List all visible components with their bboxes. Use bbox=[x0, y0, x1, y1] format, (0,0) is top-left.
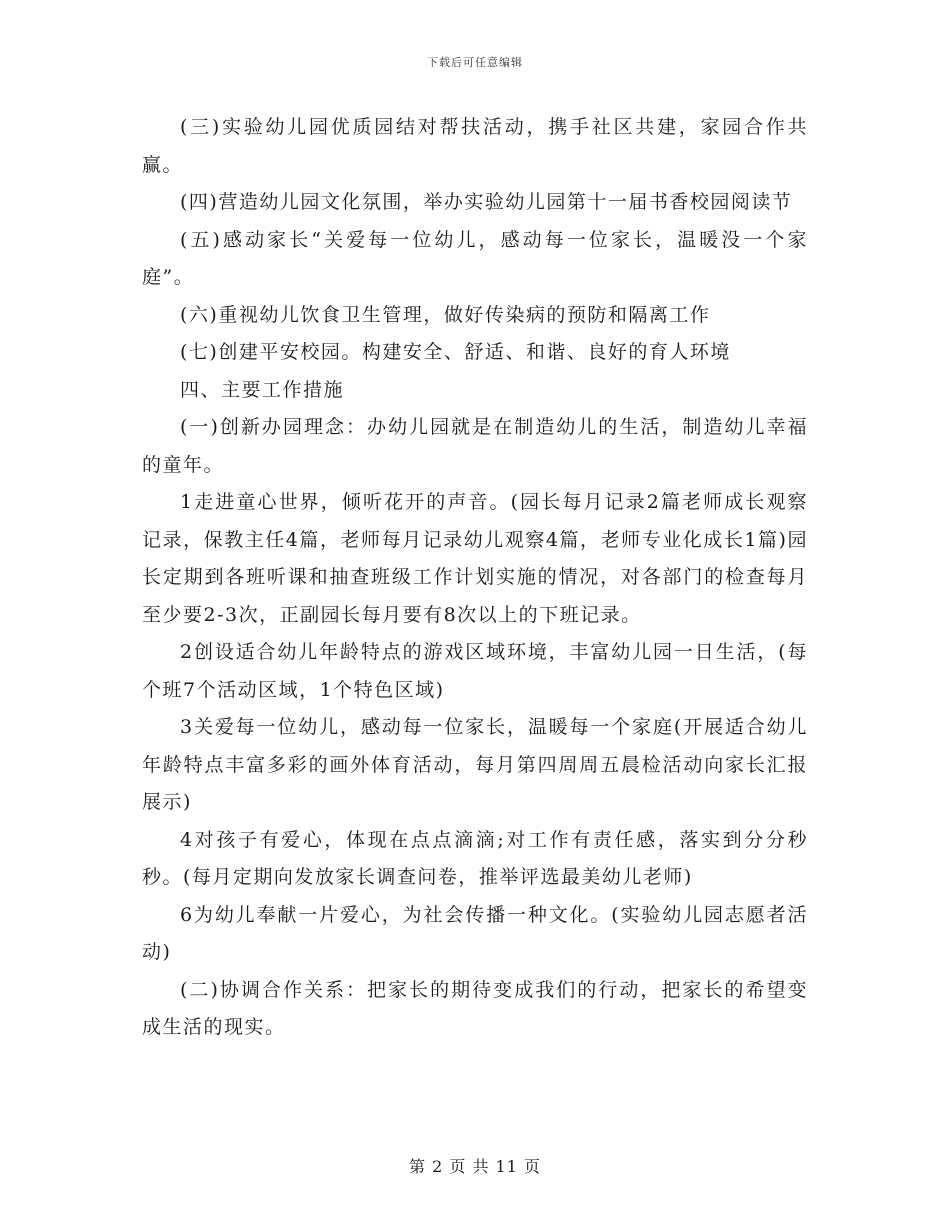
paragraph: 6为幼儿奉献一片爱心，为社会传播一种文化。(实验幼儿园志愿者活动) bbox=[142, 903, 808, 963]
paragraph: (四)营造幼儿园文化氛围，举办实验幼儿园第十一届书香校园阅读节 bbox=[180, 191, 793, 213]
paragraph: 1走进童心世界，倾听花开的声音。(园长每月记录2篇老师成长观察记录，保教主任4篇，老师每月记录幼儿观察4篇，老师专业化成长1篇)园长定期到各班听课和抽查班级工作计划实施的情况，对各部门的检查每月至少要2-3次，正副园长每月要有8次以上的下班记录。 bbox=[142, 491, 808, 626]
paragraph: (五)感动家长“关爱每一位幼儿，感动每一位家长，温暖没一个家庭”。 bbox=[142, 228, 808, 288]
paragraph: (一)创新办园理念：办幼儿园就是在制造幼儿的生活，制造幼儿幸福的童年。 bbox=[142, 416, 808, 476]
paragraph: 4对孩子有爱心，体现在点点滴滴;对工作有责任感，落实到分分秒秒。(每月定期向发放家长调查问卷，推举评选最美幼儿老师) bbox=[142, 828, 808, 888]
paragraph: (六)重视幼儿饮食卫生管理，做好传染病的预防和隔离工作 bbox=[180, 303, 711, 326]
header-note: 下载后可任意编辑 bbox=[427, 56, 523, 69]
paragraph: 2创设适合幼儿年龄特点的游戏区域环境，丰富幼儿园一日生活，(每个班7个活动区域，1个特色区域) bbox=[142, 641, 808, 701]
page-number-label: 第 2 页 共 11 页 bbox=[409, 1157, 541, 1176]
paragraph: (二)协调合作关系：把家长的期待变成我们的行动，把家长的希望变成生活的现实。 bbox=[142, 978, 808, 1038]
page-footer bbox=[0, 1154, 950, 1177]
document-body bbox=[142, 109, 808, 1047]
paragraph: (七)创建平安校园。构建安全、舒适、和谐、良好的育人环境 bbox=[180, 341, 731, 363]
section-heading: 四、主要工作措施 bbox=[180, 378, 345, 401]
paragraph: (三)实验幼儿园优质园结对帮扶活动，携手社区共建，家园合作共赢。 bbox=[142, 116, 808, 176]
paragraph: 3关爱每一位幼儿，感动每一位家长，温暖每一个家庭(开展适合幼儿年龄特点丰富多彩的画外体育活动，每月第四周周五晨检活动向家长汇报展示) bbox=[142, 716, 808, 813]
